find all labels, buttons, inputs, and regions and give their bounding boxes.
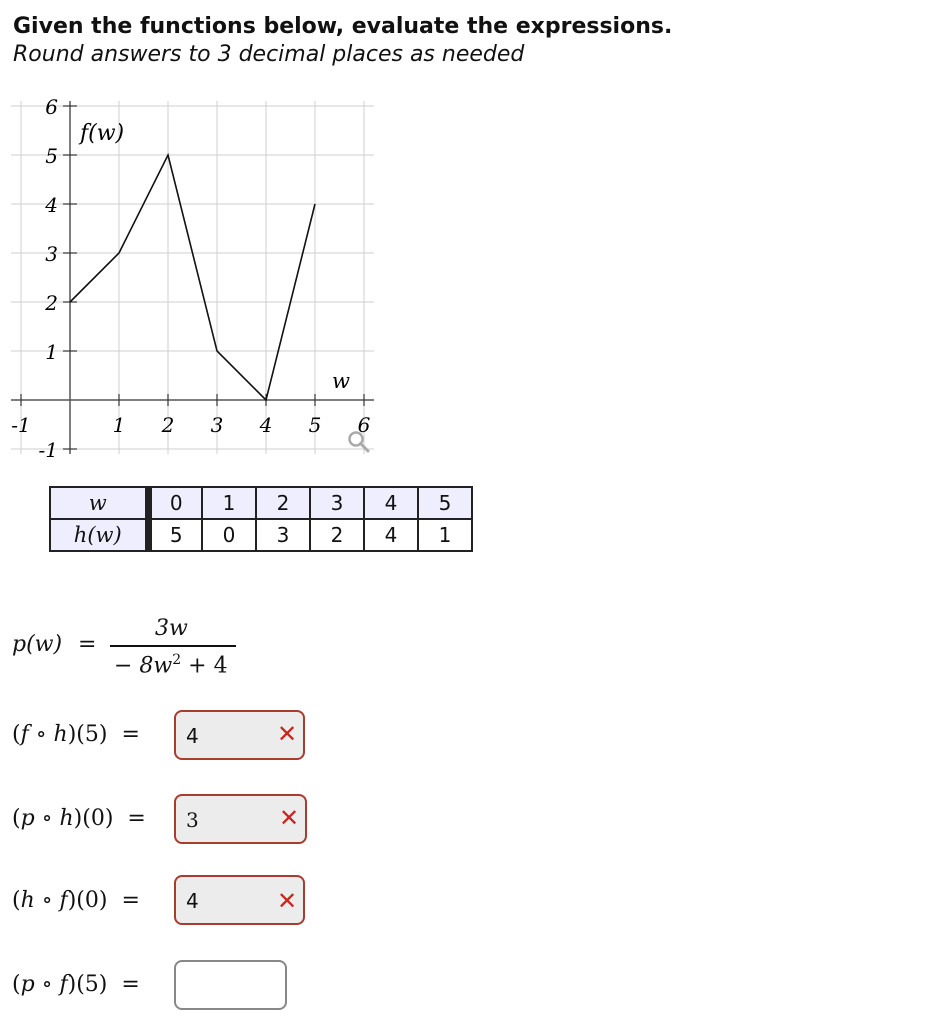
series-line-f bbox=[70, 155, 315, 400]
question-1-expression: (f ∘ h)(5) = bbox=[12, 722, 140, 747]
table-cell: 3 bbox=[256, 519, 310, 551]
table-cell: 1 bbox=[418, 519, 472, 551]
y-tick-label: 3 bbox=[45, 242, 58, 266]
table-cell: 5 bbox=[148, 519, 202, 551]
table-cell: 2 bbox=[256, 487, 310, 519]
x-tick-label: 5 bbox=[308, 413, 322, 437]
question-4-answer-field[interactable] bbox=[174, 960, 287, 1010]
table-cell: 1 bbox=[202, 487, 256, 519]
y-tick-label: 5 bbox=[45, 144, 58, 168]
table-header-w: w bbox=[50, 487, 148, 519]
x-tick-label: 6 bbox=[357, 413, 371, 437]
graph-series bbox=[70, 155, 315, 400]
y-tick-label: 1 bbox=[45, 340, 58, 364]
fraction-bar bbox=[110, 645, 236, 647]
table-header-hw: h(w) bbox=[50, 519, 148, 551]
h-table bbox=[49, 486, 473, 552]
instructions-subtitle: Round answers to 3 decimal places as needed bbox=[13, 42, 525, 67]
table-cell: 0 bbox=[202, 519, 256, 551]
denominator-exponent: 2 bbox=[172, 652, 182, 668]
question-3-expression: (h ∘ f)(0) = bbox=[12, 888, 140, 913]
question-3-answer-value: 4 bbox=[186, 889, 199, 913]
table-cell: 2 bbox=[310, 519, 364, 551]
denominator-sign: − bbox=[114, 653, 133, 679]
denominator-coef: 8w bbox=[132, 653, 173, 679]
function-label: f(w) bbox=[80, 121, 125, 146]
graph-f-w bbox=[0, 0, 400, 470]
table-cell: 5 bbox=[418, 487, 472, 519]
table-cell: 4 bbox=[364, 519, 418, 551]
table-cell: 4 bbox=[364, 487, 418, 519]
question-2-expression: (p ∘ h)(0) = bbox=[12, 806, 146, 831]
x-tick-label: 3 bbox=[210, 413, 224, 437]
incorrect-icon: ✕ bbox=[277, 720, 298, 748]
denominator-rest: + 4 bbox=[181, 653, 228, 679]
question-1-answer-value: 4 bbox=[186, 724, 199, 748]
table-cell: 3 bbox=[310, 487, 364, 519]
p-function-numerator: 3w bbox=[155, 616, 188, 641]
w-axis-label: w bbox=[332, 369, 350, 393]
incorrect-icon: ✕ bbox=[279, 804, 300, 832]
question-2-answer-value: 3 bbox=[186, 808, 199, 832]
y-tick-label: 2 bbox=[45, 291, 58, 315]
question-4-expression: (p ∘ f)(5) = bbox=[12, 972, 140, 997]
graph-ticks bbox=[11, 95, 370, 462]
table-row-w bbox=[50, 487, 472, 519]
y-tick-label: 6 bbox=[45, 95, 58, 119]
p-function-equals: = bbox=[78, 632, 97, 657]
table-cell: 0 bbox=[148, 487, 202, 519]
instructions-title: Given the functions below, evaluate the expressions. bbox=[13, 14, 673, 39]
graph-axes bbox=[11, 101, 374, 454]
p-function-lhs: p(w) bbox=[12, 632, 63, 657]
incorrect-icon: ✕ bbox=[277, 887, 298, 915]
x-tick-label: -1 bbox=[11, 413, 31, 437]
table-row-hw bbox=[50, 519, 472, 551]
x-tick-label: 4 bbox=[259, 413, 273, 437]
y-tick-label: -1 bbox=[38, 438, 58, 462]
graph-grid bbox=[11, 101, 374, 454]
x-tick-label: 2 bbox=[161, 413, 175, 437]
p-function-denominator bbox=[114, 652, 228, 678]
y-tick-label: 4 bbox=[45, 193, 58, 217]
x-tick-label: 1 bbox=[112, 413, 126, 437]
